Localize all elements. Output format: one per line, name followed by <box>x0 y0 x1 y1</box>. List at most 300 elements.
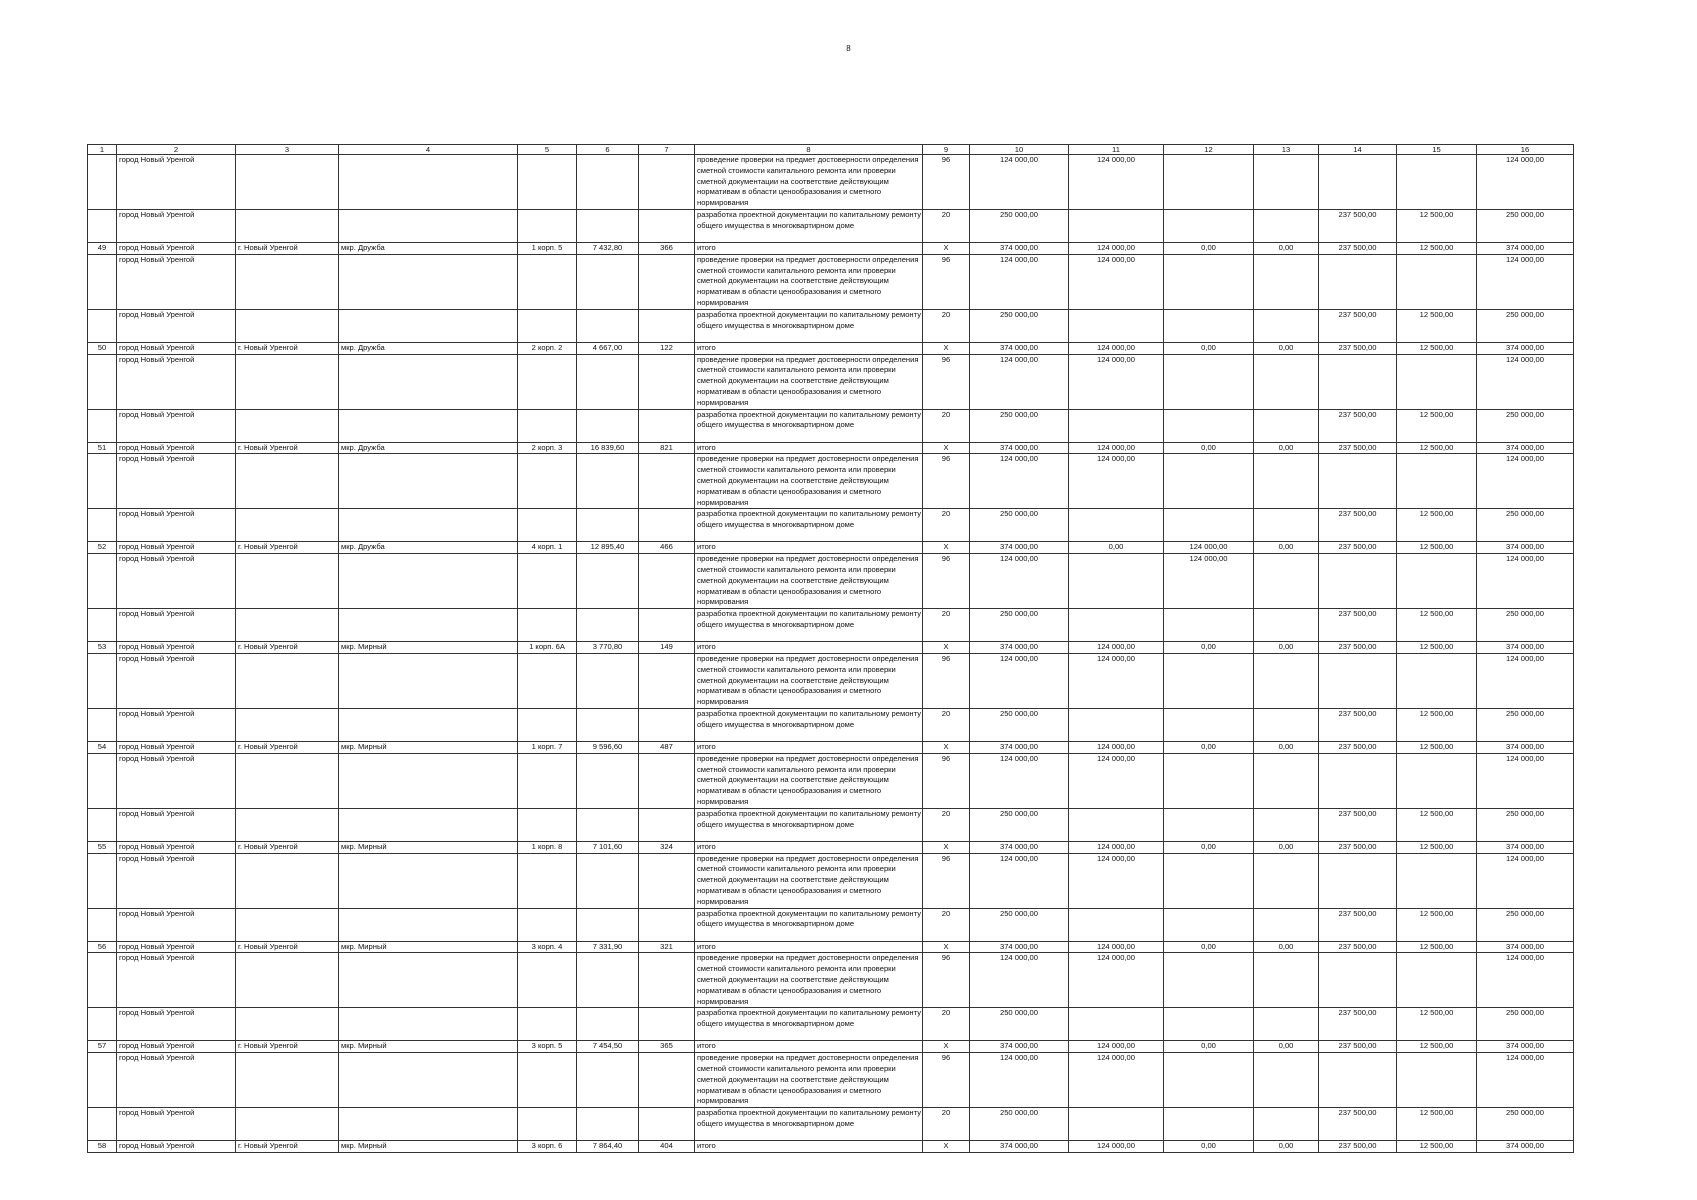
amount-cell-14 <box>1319 155 1397 210</box>
estimate-check-row <box>88 155 1574 210</box>
residents-cell: 321 <box>639 941 695 953</box>
area-cell: 7 864,40 <box>577 1141 639 1153</box>
municipality-cell: город Новый Уренгой <box>117 1108 236 1141</box>
volume-cell: X <box>923 841 970 853</box>
amount-cell-16: 124 000,00 <box>1477 953 1574 1008</box>
work-type-cell: итого <box>695 741 923 753</box>
row-number-cell: 56 <box>88 941 117 953</box>
volume-cell: X <box>923 741 970 753</box>
amount-cell-14: 237 500,00 <box>1319 941 1397 953</box>
amount-cell-11: 124 000,00 <box>1069 741 1164 753</box>
page-number: 8 <box>846 44 851 53</box>
row-number-cell: 57 <box>88 1041 117 1053</box>
municipality-cell: город Новый Уренгой <box>117 609 236 642</box>
municipality-cell: город Новый Уренгой <box>117 653 236 708</box>
amount-cell-14: 237 500,00 <box>1319 841 1397 853</box>
amount-cell-16: 124 000,00 <box>1477 1053 1574 1108</box>
amount-cell-15: 12 500,00 <box>1397 542 1477 554</box>
street-cell <box>339 254 518 309</box>
amount-cell-11 <box>1069 808 1164 841</box>
amount-cell-16: 124 000,00 <box>1477 454 1574 509</box>
amount-cell-13 <box>1254 1108 1319 1141</box>
amount-cell-10: 250 000,00 <box>970 409 1069 442</box>
amount-cell-13 <box>1254 155 1319 210</box>
street-cell <box>339 1008 518 1041</box>
amount-cell-12 <box>1164 1053 1254 1108</box>
row-number-cell: 54 <box>88 741 117 753</box>
municipality-cell: город Новый Уренгой <box>117 509 236 542</box>
amount-cell-13 <box>1254 409 1319 442</box>
municipality-cell: город Новый Уренгой <box>117 155 236 210</box>
amount-cell-14: 237 500,00 <box>1319 1041 1397 1053</box>
house-cell <box>518 210 577 243</box>
volume-cell: 96 <box>923 853 970 908</box>
area-cell <box>577 808 639 841</box>
amount-cell-16: 250 000,00 <box>1477 1108 1574 1141</box>
amount-cell-13: 0,00 <box>1254 1141 1319 1153</box>
amount-cell-16: 374 000,00 <box>1477 841 1574 853</box>
amount-cell-16: 124 000,00 <box>1477 753 1574 808</box>
area-cell <box>577 1053 639 1108</box>
house-cell <box>518 309 577 342</box>
locality-cell <box>236 609 339 642</box>
amount-cell-14: 237 500,00 <box>1319 642 1397 654</box>
amount-cell-10: 250 000,00 <box>970 509 1069 542</box>
area-cell <box>577 409 639 442</box>
volume-cell: 20 <box>923 1108 970 1141</box>
house-cell: 3 корп. 6 <box>518 1141 577 1153</box>
amount-cell-15: 12 500,00 <box>1397 210 1477 243</box>
work-type-cell: проведение проверки на предмет достоверности определения сметной стоимости капитального ремонта или проверки сметной документации на соответствие действующим нормативам в области ценообразования и сметного нормирования <box>695 254 923 309</box>
header-cell: 7 <box>639 145 695 155</box>
work-type-cell: проведение проверки на предмет достоверности определения сметной стоимости капитального ремонта или проверки сметной документации на соответствие действующим нормативам в области ценообразования и сметного нормирования <box>695 155 923 210</box>
work-type-cell: проведение проверки на предмет достоверности определения сметной стоимости капитального ремонта или проверки сметной документации на соответствие действующим нормативам в области ценообразования и сметного нормирования <box>695 1053 923 1108</box>
amount-cell-12: 0,00 <box>1164 243 1254 255</box>
amount-cell-15 <box>1397 1053 1477 1108</box>
amount-cell-14: 237 500,00 <box>1319 908 1397 941</box>
amount-cell-12: 0,00 <box>1164 941 1254 953</box>
locality-cell <box>236 953 339 1008</box>
street-cell: мкр. Мирный <box>339 1141 518 1153</box>
row-number-cell <box>88 1108 117 1141</box>
municipality-cell: город Новый Уренгой <box>117 243 236 255</box>
volume-cell: 96 <box>923 454 970 509</box>
street-cell: мкр. Дружба <box>339 342 518 354</box>
municipality-cell: город Новый Уренгой <box>117 708 236 741</box>
house-cell <box>518 1053 577 1108</box>
municipality-cell: город Новый Уренгой <box>117 841 236 853</box>
amount-cell-12 <box>1164 1008 1254 1041</box>
amount-cell-15: 12 500,00 <box>1397 1008 1477 1041</box>
amount-cell-13: 0,00 <box>1254 1041 1319 1053</box>
street-cell: мкр. Дружба <box>339 243 518 255</box>
work-type-cell: итого <box>695 941 923 953</box>
total-row <box>88 1041 1574 1053</box>
amount-cell-10: 374 000,00 <box>970 642 1069 654</box>
volume-cell: 96 <box>923 554 970 609</box>
amount-cell-14 <box>1319 354 1397 409</box>
amount-cell-14: 237 500,00 <box>1319 342 1397 354</box>
amount-cell-11: 124 000,00 <box>1069 653 1164 708</box>
row-number-cell: 51 <box>88 442 117 454</box>
amount-cell-10: 124 000,00 <box>970 155 1069 210</box>
area-cell <box>577 653 639 708</box>
amount-cell-15 <box>1397 554 1477 609</box>
row-number-cell <box>88 354 117 409</box>
volume-cell: X <box>923 342 970 354</box>
header-cell: 13 <box>1254 145 1319 155</box>
locality-cell <box>236 1108 339 1141</box>
amount-cell-12: 0,00 <box>1164 342 1254 354</box>
total-row <box>88 542 1574 554</box>
locality-cell <box>236 554 339 609</box>
amount-cell-13: 0,00 <box>1254 243 1319 255</box>
header-cell: 4 <box>339 145 518 155</box>
amount-cell-15: 12 500,00 <box>1397 1108 1477 1141</box>
amount-cell-15 <box>1397 853 1477 908</box>
header-cell: 6 <box>577 145 639 155</box>
amount-cell-10: 250 000,00 <box>970 1108 1069 1141</box>
amount-cell-15: 12 500,00 <box>1397 1041 1477 1053</box>
amount-cell-10: 250 000,00 <box>970 309 1069 342</box>
work-type-cell: проведение проверки на предмет достоверности определения сметной стоимости капитального ремонта или проверки сметной документации на соответствие действующим нормативам в области ценообразования и сметного нормирования <box>695 653 923 708</box>
locality-cell <box>236 808 339 841</box>
amount-cell-11: 124 000,00 <box>1069 941 1164 953</box>
table-body <box>88 155 1574 1153</box>
locality-cell <box>236 753 339 808</box>
amount-cell-10: 374 000,00 <box>970 342 1069 354</box>
amount-cell-16: 374 000,00 <box>1477 243 1574 255</box>
area-cell <box>577 753 639 808</box>
amount-cell-15: 12 500,00 <box>1397 509 1477 542</box>
work-type-cell: проведение проверки на предмет достоверности определения сметной стоимости капитального ремонта или проверки сметной документации на соответствие действующим нормативам в области ценообразования и сметного нормирования <box>695 853 923 908</box>
residents-cell <box>639 953 695 1008</box>
amount-cell-13 <box>1254 853 1319 908</box>
residents-cell <box>639 354 695 409</box>
area-cell: 7 454,50 <box>577 1041 639 1053</box>
amount-cell-16: 250 000,00 <box>1477 609 1574 642</box>
volume-cell: 96 <box>923 254 970 309</box>
volume-cell: X <box>923 442 970 454</box>
amount-cell-13 <box>1254 1008 1319 1041</box>
amount-cell-11: 124 000,00 <box>1069 442 1164 454</box>
area-cell: 16 839,60 <box>577 442 639 454</box>
work-type-cell: разработка проектной документации по капитальному ремонту общего имущества в многоквартирном доме <box>695 409 923 442</box>
amount-cell-13: 0,00 <box>1254 741 1319 753</box>
municipality-cell: город Новый Уренгой <box>117 941 236 953</box>
amount-cell-16: 124 000,00 <box>1477 254 1574 309</box>
row-number-cell <box>88 254 117 309</box>
design-docs-row <box>88 409 1574 442</box>
street-cell <box>339 808 518 841</box>
amount-cell-12 <box>1164 210 1254 243</box>
amount-cell-14: 237 500,00 <box>1319 442 1397 454</box>
amount-cell-10: 374 000,00 <box>970 243 1069 255</box>
row-number-cell <box>88 155 117 210</box>
locality-cell: г. Новый Уренгой <box>236 542 339 554</box>
municipality-cell: город Новый Уренгой <box>117 254 236 309</box>
area-cell <box>577 509 639 542</box>
locality-cell <box>236 354 339 409</box>
amount-cell-16: 374 000,00 <box>1477 442 1574 454</box>
locality-cell <box>236 409 339 442</box>
locality-cell <box>236 908 339 941</box>
row-number-cell <box>88 653 117 708</box>
municipality-cell: город Новый Уренгой <box>117 642 236 654</box>
house-cell: 2 корп. 3 <box>518 442 577 454</box>
residents-cell <box>639 609 695 642</box>
amount-cell-12 <box>1164 609 1254 642</box>
amount-cell-11: 124 000,00 <box>1069 841 1164 853</box>
street-cell <box>339 354 518 409</box>
amount-cell-11 <box>1069 1108 1164 1141</box>
volume-cell: 96 <box>923 1053 970 1108</box>
area-cell: 7 432,80 <box>577 243 639 255</box>
house-cell: 1 корп. 7 <box>518 741 577 753</box>
house-cell <box>518 609 577 642</box>
locality-cell <box>236 708 339 741</box>
volume-cell: X <box>923 1041 970 1053</box>
amount-cell-11 <box>1069 554 1164 609</box>
municipality-cell: город Новый Уренгой <box>117 1041 236 1053</box>
row-number-cell <box>88 509 117 542</box>
total-row <box>88 741 1574 753</box>
residents-cell <box>639 454 695 509</box>
volume-cell: 96 <box>923 653 970 708</box>
estimate-check-row <box>88 1053 1574 1108</box>
amount-cell-13 <box>1254 653 1319 708</box>
street-cell <box>339 309 518 342</box>
locality-cell: г. Новый Уренгой <box>236 442 339 454</box>
estimate-check-row <box>88 454 1574 509</box>
area-cell <box>577 908 639 941</box>
residents-cell: 122 <box>639 342 695 354</box>
municipality-cell: город Новый Уренгой <box>117 808 236 841</box>
municipality-cell: город Новый Уренгой <box>117 1008 236 1041</box>
residents-cell: 366 <box>639 243 695 255</box>
amount-cell-12: 0,00 <box>1164 741 1254 753</box>
amount-cell-13 <box>1254 1053 1319 1108</box>
amount-cell-16: 374 000,00 <box>1477 542 1574 554</box>
volume-cell: 20 <box>923 908 970 941</box>
volume-cell: 20 <box>923 509 970 542</box>
amount-cell-10: 374 000,00 <box>970 1141 1069 1153</box>
amount-cell-13 <box>1254 609 1319 642</box>
street-cell <box>339 753 518 808</box>
amount-cell-14 <box>1319 853 1397 908</box>
area-cell <box>577 1008 639 1041</box>
amount-cell-10: 124 000,00 <box>970 653 1069 708</box>
design-docs-row <box>88 509 1574 542</box>
row-number-cell <box>88 753 117 808</box>
amount-cell-12 <box>1164 155 1254 210</box>
amount-cell-16: 250 000,00 <box>1477 808 1574 841</box>
residents-cell <box>639 1008 695 1041</box>
residents-cell: 821 <box>639 442 695 454</box>
amount-cell-15: 12 500,00 <box>1397 243 1477 255</box>
total-row <box>88 342 1574 354</box>
row-number-cell <box>88 554 117 609</box>
header-cell: 2 <box>117 145 236 155</box>
amount-cell-14 <box>1319 554 1397 609</box>
amount-cell-15: 12 500,00 <box>1397 409 1477 442</box>
amount-cell-14: 237 500,00 <box>1319 1008 1397 1041</box>
amount-cell-12 <box>1164 908 1254 941</box>
design-docs-row <box>88 908 1574 941</box>
area-cell <box>577 609 639 642</box>
row-number-cell <box>88 1008 117 1041</box>
municipality-cell: город Новый Уренгой <box>117 953 236 1008</box>
work-type-cell: разработка проектной документации по капитальному ремонту общего имущества в многоквартирном доме <box>695 708 923 741</box>
volume-cell: 96 <box>923 953 970 1008</box>
locality-cell: г. Новый Уренгой <box>236 1041 339 1053</box>
house-cell <box>518 254 577 309</box>
street-cell: мкр. Мирный <box>339 941 518 953</box>
volume-cell: 96 <box>923 155 970 210</box>
work-type-cell: разработка проектной документации по капитальному ремонту общего имущества в многоквартирном доме <box>695 309 923 342</box>
volume-cell: 20 <box>923 409 970 442</box>
amount-cell-15: 12 500,00 <box>1397 708 1477 741</box>
work-type-cell: итого <box>695 442 923 454</box>
work-type-cell: итого <box>695 642 923 654</box>
amount-cell-10: 250 000,00 <box>970 609 1069 642</box>
row-number-cell: 50 <box>88 342 117 354</box>
amount-cell-13 <box>1254 354 1319 409</box>
amount-cell-12: 124 000,00 <box>1164 554 1254 609</box>
amount-cell-14: 237 500,00 <box>1319 808 1397 841</box>
street-cell <box>339 653 518 708</box>
residents-cell <box>639 708 695 741</box>
design-docs-row <box>88 708 1574 741</box>
area-cell <box>577 254 639 309</box>
amount-cell-11: 124 000,00 <box>1069 853 1164 908</box>
work-type-cell: разработка проектной документации по капитальному ремонту общего имущества в многоквартирном доме <box>695 509 923 542</box>
locality-cell: г. Новый Уренгой <box>236 642 339 654</box>
amount-cell-15 <box>1397 454 1477 509</box>
amount-cell-10: 374 000,00 <box>970 442 1069 454</box>
amount-cell-15: 12 500,00 <box>1397 442 1477 454</box>
amount-cell-10: 124 000,00 <box>970 853 1069 908</box>
area-cell <box>577 155 639 210</box>
volume-cell: 20 <box>923 708 970 741</box>
residents-cell: 466 <box>639 542 695 554</box>
amount-cell-16: 374 000,00 <box>1477 1141 1574 1153</box>
amount-cell-13: 0,00 <box>1254 841 1319 853</box>
residents-cell <box>639 1053 695 1108</box>
house-cell <box>518 1008 577 1041</box>
amount-cell-12 <box>1164 509 1254 542</box>
work-type-cell: разработка проектной документации по капитальному ремонту общего имущества в многоквартирном доме <box>695 1108 923 1141</box>
amount-cell-15 <box>1397 254 1477 309</box>
amount-cell-15: 12 500,00 <box>1397 309 1477 342</box>
municipality-cell: город Новый Уренгой <box>117 210 236 243</box>
amount-cell-12 <box>1164 309 1254 342</box>
amount-cell-12 <box>1164 254 1254 309</box>
amount-cell-12: 0,00 <box>1164 642 1254 654</box>
municipality-cell: город Новый Уренгой <box>117 1141 236 1153</box>
amount-cell-11: 124 000,00 <box>1069 753 1164 808</box>
amount-cell-14: 237 500,00 <box>1319 210 1397 243</box>
amount-cell-16: 250 000,00 <box>1477 309 1574 342</box>
area-cell: 7 331,90 <box>577 941 639 953</box>
amount-cell-15: 12 500,00 <box>1397 941 1477 953</box>
area-cell: 3 770,80 <box>577 642 639 654</box>
amount-cell-12 <box>1164 454 1254 509</box>
amount-cell-11: 124 000,00 <box>1069 1041 1164 1053</box>
work-type-cell: разработка проектной документации по капитальному ремонту общего имущества в многоквартирном доме <box>695 808 923 841</box>
work-type-cell: разработка проектной документации по капитальному ремонту общего имущества в многоквартирном доме <box>695 609 923 642</box>
amount-cell-15 <box>1397 753 1477 808</box>
area-cell <box>577 309 639 342</box>
row-number-cell <box>88 853 117 908</box>
amount-cell-11: 124 000,00 <box>1069 254 1164 309</box>
amount-cell-11 <box>1069 309 1164 342</box>
residents-cell <box>639 254 695 309</box>
amount-cell-14: 237 500,00 <box>1319 741 1397 753</box>
locality-cell <box>236 155 339 210</box>
area-cell: 9 596,60 <box>577 741 639 753</box>
amount-cell-10: 374 000,00 <box>970 741 1069 753</box>
amount-cell-12 <box>1164 354 1254 409</box>
amount-cell-10: 124 000,00 <box>970 1053 1069 1108</box>
work-type-cell: итого <box>695 1041 923 1053</box>
amount-cell-16: 250 000,00 <box>1477 509 1574 542</box>
amount-cell-13: 0,00 <box>1254 941 1319 953</box>
amount-cell-16: 374 000,00 <box>1477 342 1574 354</box>
municipality-cell: город Новый Уренгой <box>117 342 236 354</box>
amount-cell-16: 124 000,00 <box>1477 554 1574 609</box>
area-cell <box>577 554 639 609</box>
street-cell <box>339 708 518 741</box>
street-cell <box>339 853 518 908</box>
amount-cell-13 <box>1254 953 1319 1008</box>
amount-cell-11 <box>1069 609 1164 642</box>
locality-cell: г. Новый Уренгой <box>236 1141 339 1153</box>
locality-cell <box>236 1008 339 1041</box>
amount-cell-12 <box>1164 409 1254 442</box>
street-cell: мкр. Дружба <box>339 542 518 554</box>
design-docs-row <box>88 808 1574 841</box>
volume-cell: 20 <box>923 609 970 642</box>
amount-cell-15: 12 500,00 <box>1397 342 1477 354</box>
work-type-cell: разработка проектной документации по капитальному ремонту общего имущества в многоквартирном доме <box>695 908 923 941</box>
area-cell: 12 895,40 <box>577 542 639 554</box>
amount-cell-12: 0,00 <box>1164 841 1254 853</box>
municipality-cell: город Новый Уренгой <box>117 1053 236 1108</box>
volume-cell: 20 <box>923 309 970 342</box>
house-cell <box>518 509 577 542</box>
amount-cell-10: 250 000,00 <box>970 1008 1069 1041</box>
amount-cell-10: 124 000,00 <box>970 554 1069 609</box>
amount-cell-13 <box>1254 808 1319 841</box>
street-cell <box>339 609 518 642</box>
area-cell <box>577 708 639 741</box>
amount-cell-12: 0,00 <box>1164 1041 1254 1053</box>
estimate-check-row <box>88 554 1574 609</box>
header-cell: 10 <box>970 145 1069 155</box>
estimate-check-row <box>88 953 1574 1008</box>
volume-cell: X <box>923 243 970 255</box>
amount-cell-15: 12 500,00 <box>1397 808 1477 841</box>
work-type-cell: проведение проверки на предмет достоверности определения сметной стоимости капитального ремонта или проверки сметной документации на соответствие действующим нормативам в области ценообразования и сметного нормирования <box>695 554 923 609</box>
estimate-check-row <box>88 354 1574 409</box>
repair-program-table <box>87 144 1574 1153</box>
house-cell <box>518 409 577 442</box>
locality-cell: г. Новый Уренгой <box>236 841 339 853</box>
municipality-cell: город Новый Уренгой <box>117 853 236 908</box>
house-cell <box>518 908 577 941</box>
estimate-check-row <box>88 254 1574 309</box>
